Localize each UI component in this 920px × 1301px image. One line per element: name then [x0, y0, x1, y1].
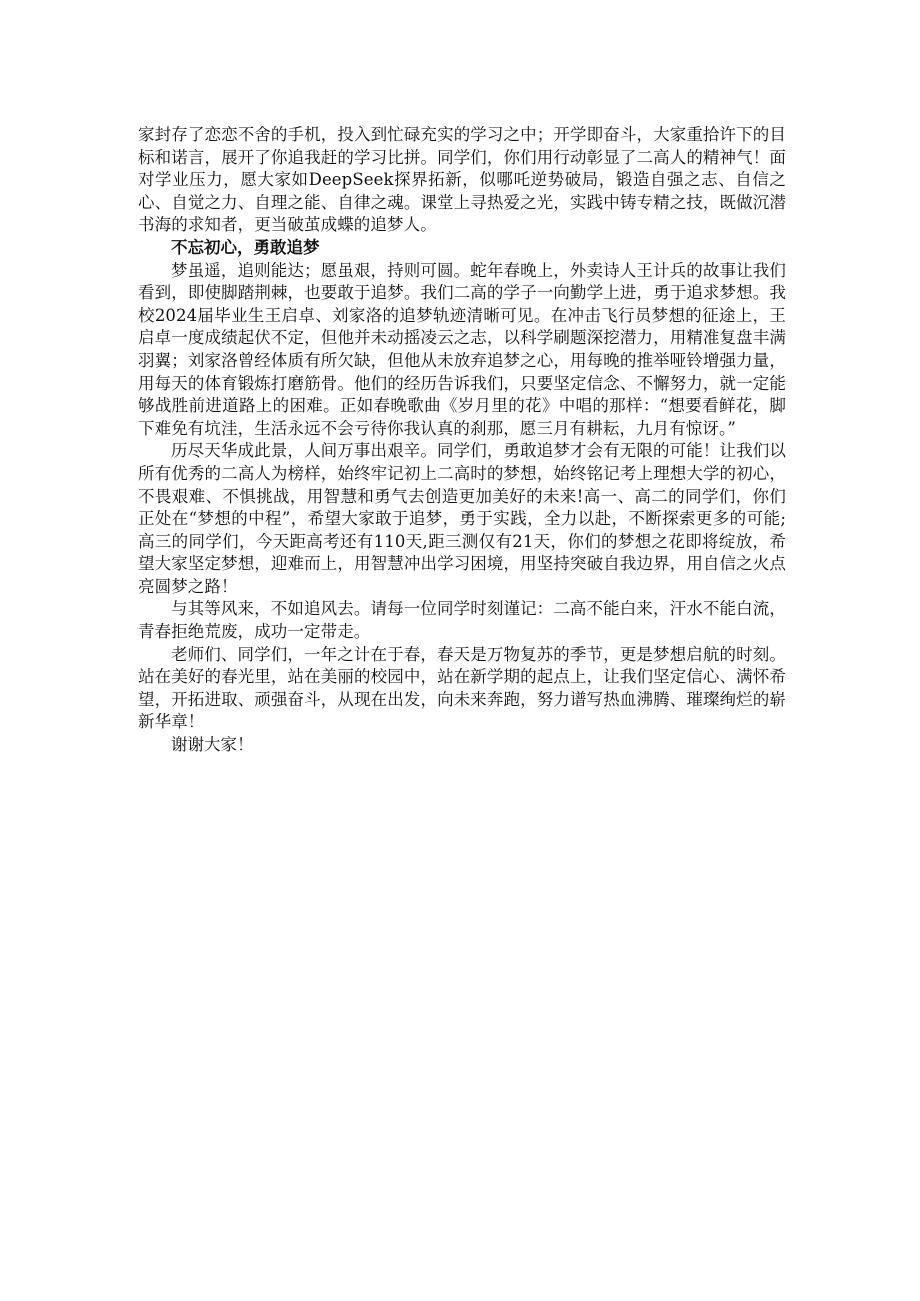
paragraph-dream-chasing: 梦虽遥，追则能达；愿虽艰，持则可圆。蛇年春晚上，外卖诗人王计兵的故事让我们看到，即使脚踏荆棘，也要敢于追梦。我们二高的学子一向勤学上进，勇于追求梦想。我校2024届毕业生王启卓、刘家洛的追梦轨迹清晰可见。在冲击飞行员梦想的征途上，王启卓一度成绩起伏不定，但他并未动摇凌云之志，以科学刷题深挖潜力，用精准复盘丰满羽翼；刘家洛曾经体质有所欠缺，但他从未放弃追梦之心，用每晚的推举哑铃增强力量，用每天的体育锻炼打磨筋骨。他们的经历告诉我们，只要坚定信念、不懈努力，就一定能够战胜前进道路上的困难。正如春晚歌曲《岁月里的花》中唱的那样：“想要看鲜花，脚下难免有坑洼，生活永远不会亏待你我认真的刹那，愿三月有耕耘，九月有惊讶。”	[138, 260, 786, 438]
document-body	[138, 124, 786, 757]
paragraph-chase-wind: 与其等风来，不如追风去。请每一位同学时刻谨记：二高不能白来，汗水不能白流，青春拒绝荒废，成功一定带走。	[138, 599, 786, 642]
closing-line: 谢谢大家！	[171, 735, 254, 755]
section-heading: 不忘初心，勇敢追梦	[171, 237, 320, 257]
intro-paragraph: 家封存了恋恋不舍的手机，投入到忙碌充实的学习之中；开学即奋斗，大家重拾许下的目标和诺言，展开了你追我赶的学习比拼。同学们，你们用行动彰显了二高人的精神气！面对学业压力，愿大家如DeepSeek探界拓新，似哪吒逆势破局，锻造自强之志、自信之心、自觉之力、自理之能、自律之魂。课堂上寻热爱之光，实践中铸专精之技，既做沉潜书海的求知者，更当破茧成蝶的追梦人。	[138, 125, 786, 235]
paragraph-spring: 老师们、同学们，一年之计在于春，春天是万物复苏的季节，更是梦想启航的时刻。站在美好的春光里，站在美丽的校园中，站在新学期的起点上，让我们坚定信心、满怀希望，开拓进取、顽强奋斗，从现在出发，向未来奔跑，努力谱写热血沸腾、璀璨绚烂的崭新华章！	[138, 644, 786, 732]
paragraph-courage: 历尽天华成此景，人间万事出艰辛。同学们，勇敢追梦才会有无限的可能！让我们以所有优秀的二高人为榜样，始终牢记初上二高时的梦想，始终铭记考上理想大学的初心，不畏艰难、不惧挑战，用智慧和勇气去创造更加美好的未来!高一、高二的同学们，你们正处在“梦想的中程”，希望大家敢于追梦，勇于实践，全力以赴，不断探索更多的可能;高三的同学们，今天距高考还有110天,距三测仅有21天，你们的梦想之花即将绽放，希望大家坚定梦想，迎难而上，用智慧冲出学习困境，用坚持突破自我边界，用自信之火点亮圆梦之路！	[138, 441, 786, 596]
